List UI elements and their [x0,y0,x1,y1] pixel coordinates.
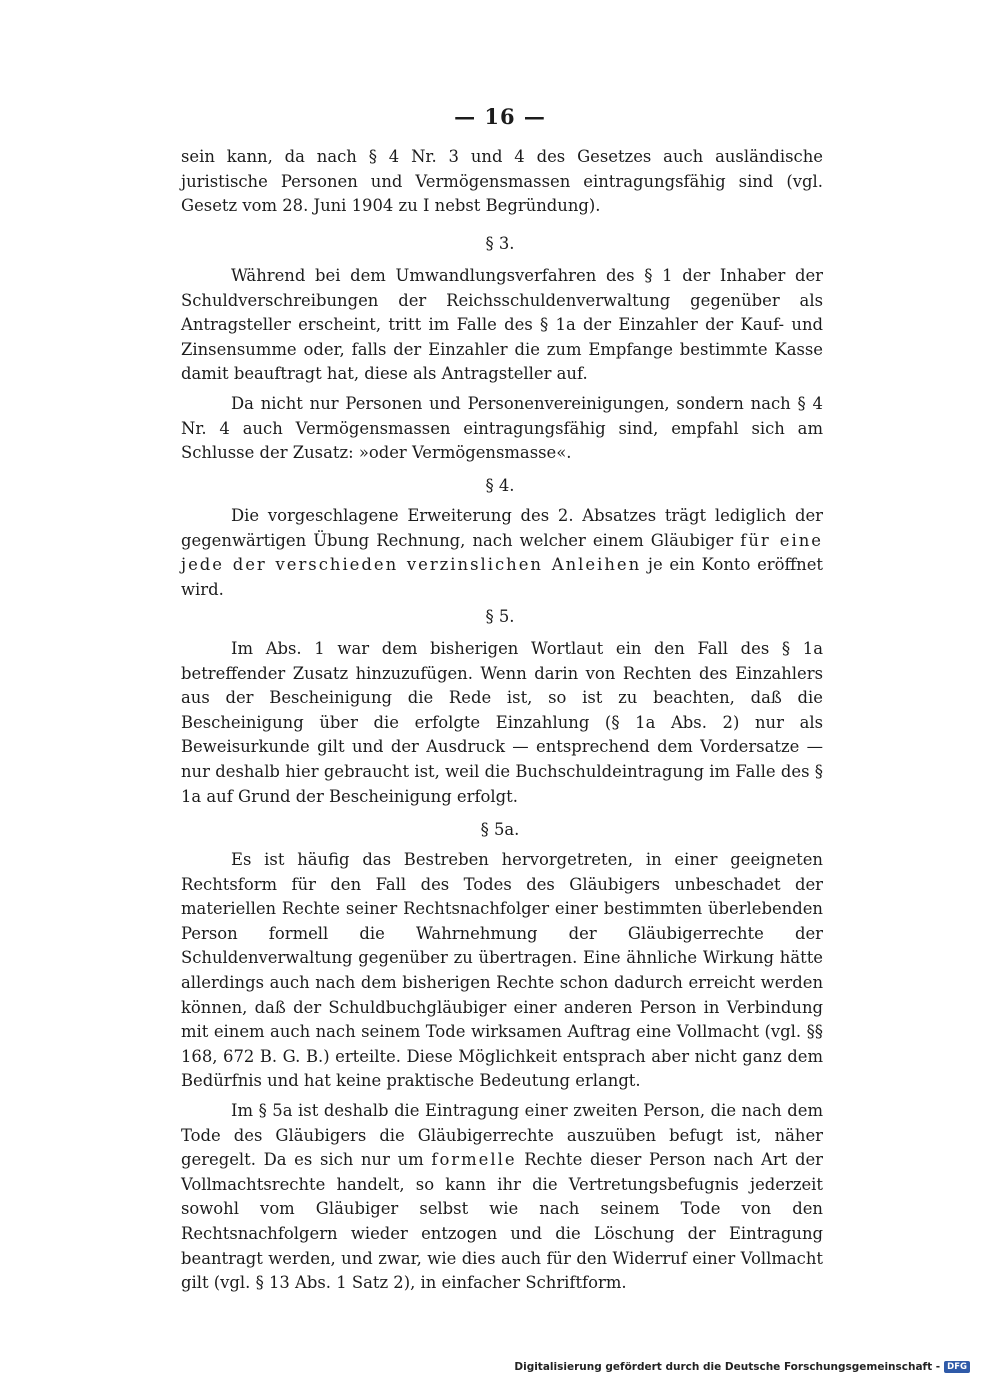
section-5a-paragraph-1: Es ist häufig das Bestreben hervorgetreten, in einer geeigneten Rechtsform für den Fall des Todes des Gläubigers unbeschadet der materiellen Rechte seiner Rechtsnachfolger einer bestimmten überlebenden Person formell die Wahrnehmung der Gläubigerrechte der Schuldenverwaltung gegenüber zu übertragen. Eine ähnliche Wirkung hätte allerdings auch nach dem bisherigen Rechte schon dadurch erreicht werden können, daß der Schuldbuchgläubiger einer anderen Person in Verbindung mit einem auch nach seinem Tode wirksamen Auftrag eine Vollmacht (vgl. §§ 168, 672 B. G. B.) erteilte. Diese Möglichkeit entsprach aber nicht ganz dem Bedürfnis und hat keine praktische Bedeutung erlangt. [181,850,823,1091]
section-4-body [181,504,823,602]
section-4-emphasis: für eine jede der verschieden verzinslichen Anleihen [181,530,824,575]
section-5a-emphasis: formelle [431,1150,517,1170]
section-5a-paragraph-2 [181,1099,823,1296]
section-5-body [181,637,823,809]
dfg-logo: DFG [944,1361,970,1373]
section-4-text-b: je ein Konto eröffnet wird. [181,555,823,599]
section-5a-text-b: Rechte dieser Person nach Art der Vollmachtsrechte handelt, so kann ihr die Vertretungsbefugnis jederzeit sowohl vom Gläubiger selbst wie nach seinem Tode von den Rechtsnachfolgern wieder entzogen und die Löschung der Eintragung beantragt werden, und zwar, wie dies auch für den Widerruf einer Vollmacht gilt (vgl. § 13 Abs. 1 Satz 2), in einfacher Schriftform. [181,1150,823,1293]
section-5a-text-a: Im § 5a ist deshalb die Eintragung einer zweiten Person, die nach dem Tode des Gläubigers die Gläubigerrechte auszuüben befugt ist, näher geregelt. Da es sich nur um [181,1100,823,1170]
digitization-credit [514,1361,970,1373]
section-5-paragraph-1: Im Abs. 1 war dem bisherigen Wortlaut ein den Fall des § 1a betreffender Zusatz hinzuzufügen. Wenn darin von Rechten des Einzahlers aus der Bescheinigung die Rede ist, so ist zu beachten, daß die Bescheinigung über die erfolgte Einzahlung (§ 1a Abs. 2) nur als Beweisurkunde gilt und der Ausdruck — entsprechend dem Vordersatze — nur deshalb hier gebraucht ist, weil die Buchschuldeintragung im Falle des § 1a auf Grund der Bescheinigung erfolgt. [181,639,823,806]
section-heading-3: § 3. [485,234,515,253]
section-3-body [181,264,823,466]
section-heading-4: § 4. [485,476,515,495]
intro-paragraph [181,145,823,219]
section-5a-body [181,848,823,1296]
intro-text: sein kann, da nach § 4 Nr. 3 und 4 des Gesetzes auch ausländische juristische Personen und Vermögensmassen eintragungsfähig sind (vgl. Gesetz vom 28. Juni 1904 zu I nebst Begründung). [181,147,823,216]
section-4-text-a: Die vorgeschlagene Erweiterung des 2. Absatzes trägt lediglich der gegenwärtigen Übung Rechnung, nach welcher einem Gläubiger [181,506,823,550]
credit-text: Digitalisierung gefördert durch die Deutsche Forschungsgemeinschaft - [514,1361,941,1373]
page-number: — 16 — [454,104,546,129]
section-heading-5: § 5. [485,607,515,626]
section-3-paragraph-1: Während bei dem Umwandlungsverfahren des § 1 der Inhaber der Schuldverschreibungen der Reichsschuldenverwaltung gegenüber als Antragsteller erscheint, tritt im Falle des § 1a der Einzahler der Kauf- und Zinsensumme oder, falls der Einzahler die zum Empfange bestimmte Kasse damit beauftragt hat, diese als Antragsteller auf. [181,266,823,384]
section-4-paragraph [181,504,823,602]
section-3-paragraph-2: Da nicht nur Personen und Personenvereinigungen, sondern nach § 4 Nr. 4 auch Vermögensmassen eintragungsfähig sind, empfahl sich am Schlusse der Zusatz: »oder Vermögensmasse«. [181,393,823,463]
section-heading-5a: § 5a. [480,820,520,839]
